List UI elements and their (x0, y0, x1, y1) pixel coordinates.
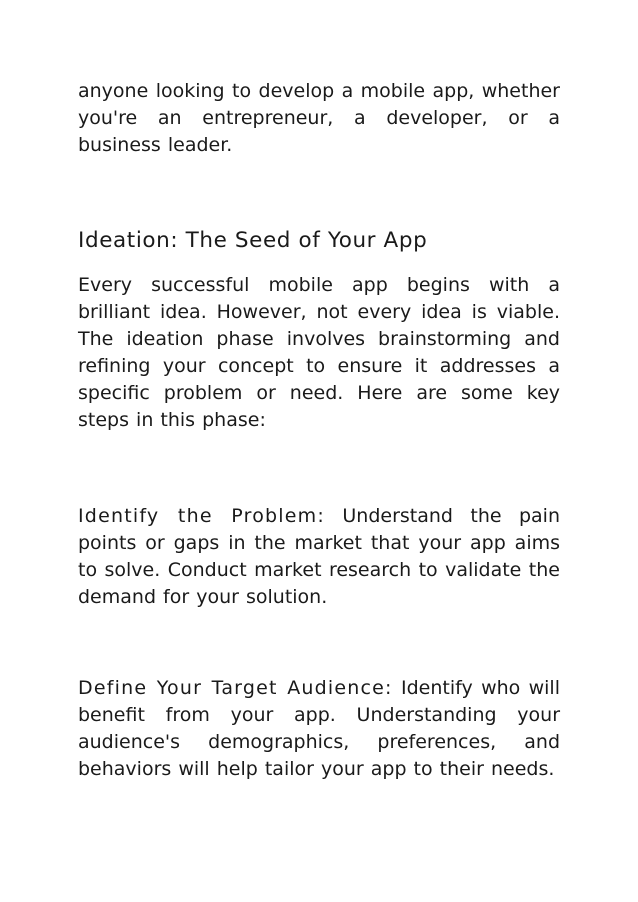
step-text: Understand the pain points or gaps in the market that your app aims to solve. Conduct market research to validate the demand for your solution. (78, 505, 560, 608)
step-title: Identify the Problem: (78, 505, 325, 527)
step-define-audience (78, 675, 560, 783)
ideation-paragraph: Every successful mobile app begins with a brilliant idea. However, not every idea is viable. The ideation phase involves brainstorming and refining your concept to ensure it addresses a specific problem or need. Here are some key steps in this phase: (78, 274, 560, 431)
step-text: Identify who will benefit from your app. Understanding your audience's demographics, preferences, and behaviors will help tailor your app to their needs. (78, 677, 560, 780)
section-heading: Ideation: The Seed of Your App (78, 228, 428, 253)
step-title: Define Your Target Audience: (78, 677, 393, 699)
intro-paragraph: anyone looking to develop a mobile app, whether you're an entrepreneur, a developer, or a business leader. (78, 80, 560, 156)
step-identify-problem (78, 503, 560, 611)
